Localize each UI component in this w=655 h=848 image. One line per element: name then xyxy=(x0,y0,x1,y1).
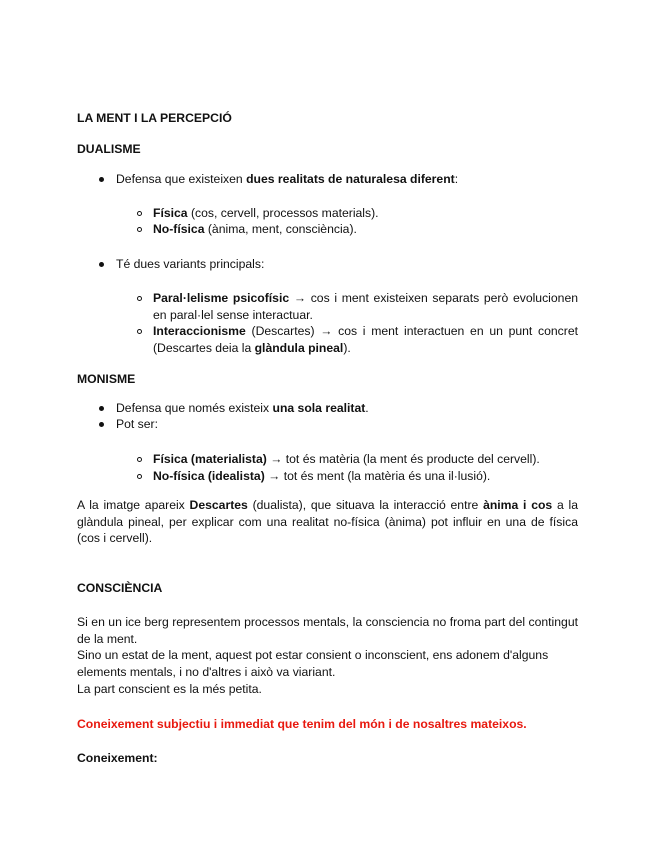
sub-item-bold: No-física xyxy=(153,222,205,236)
dualisme-variant-1 xyxy=(153,290,578,323)
bullet-circle-icon xyxy=(137,296,142,301)
monisme-bullet-2 xyxy=(116,416,578,433)
sub-item-text: → tot és matèria (la ment és producte del cervell). xyxy=(266,452,540,466)
bullet-text: Defensa que existeixen xyxy=(116,172,247,186)
dualisme-bullet-1 xyxy=(116,171,578,188)
monisme-sub-item-2 xyxy=(153,468,578,485)
bullet-bold-text: una sola realitat xyxy=(272,401,366,415)
sub-item-text: → tot és ment (la matèria és una il·lusió). xyxy=(264,469,491,483)
sub-item-bold-2: glàndula pineal xyxy=(254,340,344,355)
sub-item-bold: Física xyxy=(153,206,188,220)
consciencia-paragraph-3: La part conscient es la més petita. xyxy=(77,682,262,696)
page-title: LA MENT I LA PERCEPCIÓ xyxy=(77,111,232,125)
consciencia-paragraph-2: Sino un estat de la ment, aquest pot estar consient o inconscient, ens adonem d'alguns elements mentals, i no d'altres i això va viariant. xyxy=(77,648,549,679)
sub-item-bold: Interaccionisme xyxy=(153,324,246,338)
bullet-dot-icon xyxy=(99,262,104,267)
bullet-bold-text: dues realitats de naturalesa diferent xyxy=(246,172,455,186)
bullet-dot-icon xyxy=(99,177,104,182)
bullet-text-end: : xyxy=(454,172,459,186)
bullet-text: Pot ser: xyxy=(116,417,158,431)
dualisme-variant-2 xyxy=(153,323,578,356)
sub-item-bold: Paral·lelisme psicofísic xyxy=(153,291,290,305)
monisme-heading: MONISME xyxy=(77,372,136,386)
bullet-text: Defensa que només existeix xyxy=(116,401,273,415)
consciencia-heading: CONSCIÈNCIA xyxy=(77,581,163,595)
paragraph-text-mid: (dualista), que situava la interacció entre xyxy=(247,498,484,512)
monisme-bullet-1 xyxy=(116,400,578,417)
paragraph-bold-1: Descartes xyxy=(189,498,248,512)
dualisme-bullet-2 xyxy=(116,256,578,273)
sub-item-bold: No-física (idealista) xyxy=(153,469,265,483)
monisme-sub-item-1 xyxy=(153,451,578,468)
paragraph-text: A la imatge apareix xyxy=(77,498,190,512)
sub-item-text-end: ). xyxy=(343,340,351,355)
bullet-circle-icon xyxy=(137,474,142,479)
sub-item-text: (ànima, ment, consciència). xyxy=(204,222,357,236)
paragraph-text-end: a la glàndula pineal, per explicar com una realitat no-física (ànima) pot influir en una de física (cos i cervell). xyxy=(77,498,578,545)
descartes-paragraph xyxy=(77,497,578,547)
consciencia-paragraph-1: Si en un ice berg representem processos mentals, la consciencia no froma part del contingut de la ment. xyxy=(77,615,578,646)
dualisme-sub-item-2 xyxy=(153,221,578,238)
bullet-circle-icon xyxy=(137,329,142,334)
dualisme-heading: DUALISME xyxy=(77,142,141,156)
bullet-dot-icon xyxy=(99,422,104,427)
dualisme-sub-item-1 xyxy=(153,205,578,222)
sub-item-text: → cos i ment existeixen separats però evolucionen en paral·lel sense interactuar. xyxy=(153,291,578,322)
bullet-text-end: . xyxy=(365,401,369,415)
bullet-text: Té dues variants principals: xyxy=(116,257,265,271)
sub-item-bold: Física (materialista) xyxy=(153,452,267,466)
consciencia-definition: Coneixement subjectiu i immediat que tenim del món i de nosaltres mateixos. xyxy=(77,717,527,731)
bullet-circle-icon xyxy=(137,457,142,462)
sub-item-text: (cos, cervell, processos materials). xyxy=(187,206,379,220)
coneixement-heading: Coneixement: xyxy=(77,751,158,765)
bullet-dot-icon xyxy=(99,406,104,411)
sub-item-text: (Descartes) → cos i ment interactuen en un punt concret (Descartes deia la xyxy=(153,324,578,355)
bullet-circle-icon xyxy=(137,211,142,216)
paragraph-bold-2: ànima i cos xyxy=(483,498,553,512)
bullet-circle-icon xyxy=(137,227,142,232)
